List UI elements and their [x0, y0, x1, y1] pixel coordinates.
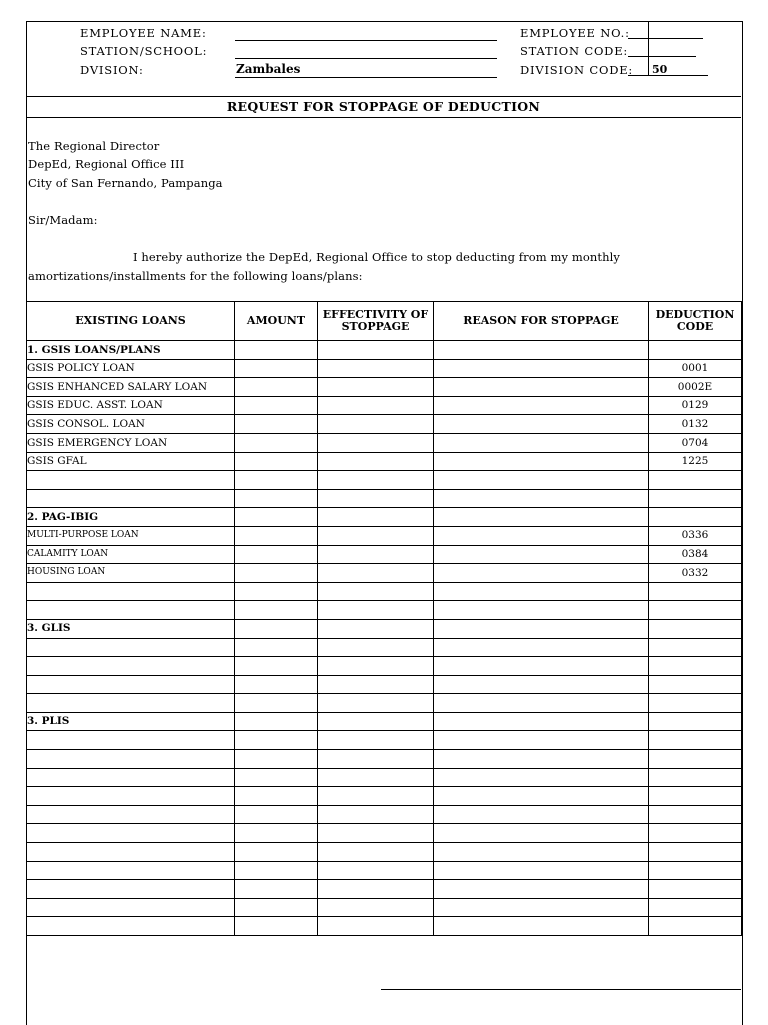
loan-name: GSIS EDUC. ASST. LOAN — [27, 396, 235, 415]
cell[interactable] — [434, 731, 649, 750]
section-pagibig: 2. PAG-IBIG — [27, 508, 235, 527]
empty-row — [27, 843, 742, 862]
cell[interactable] — [235, 787, 318, 806]
cell[interactable] — [649, 638, 742, 657]
cell[interactable] — [649, 880, 742, 899]
cell[interactable] — [318, 582, 434, 601]
empty-row — [27, 898, 742, 917]
cell[interactable] — [235, 861, 318, 880]
cell[interactable] — [649, 657, 742, 676]
amount-cell[interactable] — [235, 564, 318, 583]
amount-cell[interactable] — [235, 378, 318, 397]
cell[interactable] — [235, 917, 318, 936]
cell[interactable] — [434, 898, 649, 917]
amount-cell[interactable] — [235, 526, 318, 545]
cell[interactable] — [649, 694, 742, 713]
cell[interactable] — [434, 768, 649, 787]
table-row — [27, 415, 742, 434]
section-row — [27, 712, 742, 731]
cell[interactable] — [649, 582, 742, 601]
cell[interactable] — [649, 489, 742, 508]
cell[interactable] — [318, 750, 434, 769]
cell[interactable] — [434, 471, 649, 490]
empty-row — [27, 489, 742, 508]
cell[interactable] — [27, 657, 235, 676]
table-row — [27, 433, 742, 452]
cell[interactable] — [235, 619, 318, 638]
cell[interactable] — [434, 917, 649, 936]
cell[interactable] — [235, 471, 318, 490]
table-row — [27, 378, 742, 397]
effectivity-cell[interactable] — [318, 396, 434, 415]
cell[interactable] — [318, 843, 434, 862]
cell[interactable] — [318, 341, 434, 360]
cell[interactable] — [318, 508, 434, 527]
section-row — [27, 508, 742, 527]
cell[interactable] — [318, 861, 434, 880]
empty-row — [27, 768, 742, 787]
empty-row — [27, 917, 742, 936]
station-school-field[interactable] — [235, 58, 497, 59]
division-value: Zambales — [236, 62, 301, 76]
cell[interactable] — [318, 601, 434, 620]
cell[interactable] — [235, 712, 318, 731]
cell[interactable] — [27, 731, 235, 750]
effectivity-cell[interactable] — [318, 452, 434, 471]
empty-row — [27, 582, 742, 601]
cell[interactable] — [318, 787, 434, 806]
amount-cell[interactable] — [235, 359, 318, 378]
cell[interactable] — [235, 638, 318, 657]
reason-cell[interactable] — [434, 545, 649, 564]
effectivity-cell[interactable] — [318, 545, 434, 564]
cell[interactable] — [27, 861, 235, 880]
cell[interactable] — [434, 694, 649, 713]
cell[interactable] — [27, 787, 235, 806]
cell[interactable] — [434, 805, 649, 824]
table-header-row — [27, 302, 742, 341]
cell — [649, 508, 742, 527]
amount-cell[interactable] — [235, 415, 318, 434]
amount-cell[interactable] — [235, 433, 318, 452]
cell[interactable] — [649, 601, 742, 620]
cell[interactable] — [434, 824, 649, 843]
station-code-field[interactable] — [628, 56, 696, 57]
loan-name: GSIS POLICY LOAN — [27, 359, 235, 378]
cell[interactable] — [649, 843, 742, 862]
cell[interactable] — [434, 489, 649, 508]
addressee: The Regional Director — [28, 139, 160, 153]
cell[interactable] — [649, 768, 742, 787]
cell[interactable] — [235, 898, 318, 917]
station-school-label: STATION/SCHOOL: — [80, 44, 208, 58]
cell[interactable] — [649, 824, 742, 843]
letter-body-line2: amortizations/installments for the following loans/plans: — [28, 269, 363, 283]
loan-name: HOUSING LOAN — [27, 564, 235, 583]
cell[interactable] — [27, 880, 235, 899]
cell[interactable] — [27, 489, 235, 508]
effectivity-cell[interactable] — [318, 415, 434, 434]
employee-name-label: EMPLOYEE NAME: — [80, 26, 207, 40]
cell[interactable] — [27, 843, 235, 862]
empty-row — [27, 787, 742, 806]
cell[interactable] — [318, 824, 434, 843]
cell[interactable] — [649, 471, 742, 490]
effectivity-cell[interactable] — [318, 378, 434, 397]
table-row — [27, 359, 742, 378]
cell[interactable] — [318, 471, 434, 490]
cell[interactable] — [27, 805, 235, 824]
reason-cell[interactable] — [434, 378, 649, 397]
cell — [649, 341, 742, 360]
loan-name: GSIS EMERGENCY LOAN — [27, 433, 235, 452]
amount-cell[interactable] — [235, 452, 318, 471]
cell[interactable] — [235, 824, 318, 843]
reason-cell[interactable] — [434, 415, 649, 434]
empty-row — [27, 638, 742, 657]
cell[interactable] — [649, 731, 742, 750]
cell[interactable] — [235, 582, 318, 601]
section-gsis: 1. GSIS LOANS/PLANS — [27, 341, 235, 360]
deduction-code: 0132 — [649, 415, 742, 434]
deduction-code: 1225 — [649, 452, 742, 471]
cell[interactable] — [434, 638, 649, 657]
cell[interactable] — [318, 657, 434, 676]
cell[interactable] — [235, 805, 318, 824]
loan-name: MULTI-PURPOSE LOAN — [27, 526, 235, 545]
loan-name: GSIS ENHANCED SALARY LOAN — [27, 378, 235, 397]
amount-cell[interactable] — [235, 396, 318, 415]
table-row — [27, 564, 742, 583]
title-bar — [26, 96, 741, 118]
cell[interactable] — [27, 638, 235, 657]
deduction-code: 0332 — [649, 564, 742, 583]
cell[interactable] — [27, 824, 235, 843]
cell[interactable] — [434, 675, 649, 694]
cell — [649, 619, 742, 638]
effectivity-cell[interactable] — [318, 359, 434, 378]
cell[interactable] — [434, 712, 649, 731]
cell[interactable] — [434, 880, 649, 899]
cell[interactable] — [649, 898, 742, 917]
cell[interactable] — [27, 750, 235, 769]
deduction-code: 0129 — [649, 396, 742, 415]
cell[interactable] — [318, 805, 434, 824]
division-field[interactable] — [235, 77, 497, 78]
reason-cell[interactable] — [434, 564, 649, 583]
reason-cell[interactable] — [434, 526, 649, 545]
cell[interactable] — [649, 675, 742, 694]
deduction-code: 0001 — [649, 359, 742, 378]
section-glis: 3. GLIS — [27, 619, 235, 638]
letter-body-line1: I hereby authorize the DepEd, Regional Office to stop deducting from my monthly — [133, 250, 621, 264]
reason-cell[interactable] — [434, 433, 649, 452]
cell[interactable] — [434, 861, 649, 880]
cell[interactable] — [318, 880, 434, 899]
cell[interactable] — [27, 601, 235, 620]
amount-cell[interactable] — [235, 545, 318, 564]
station-code-label: STATION CODE: — [520, 44, 629, 58]
cell[interactable] — [318, 768, 434, 787]
cell[interactable] — [649, 861, 742, 880]
col-existing-loans: EXISTING LOANS — [27, 302, 235, 341]
cell[interactable] — [27, 898, 235, 917]
cell[interactable] — [235, 508, 318, 527]
reason-cell[interactable] — [434, 396, 649, 415]
col-amount: AMOUNT — [235, 302, 318, 341]
cell[interactable] — [318, 712, 434, 731]
cell[interactable] — [434, 619, 649, 638]
cell[interactable] — [318, 898, 434, 917]
section-plis: 3. PLIS — [27, 712, 235, 731]
loan-name: GSIS GFAL — [27, 452, 235, 471]
division-label: DVISION: — [80, 63, 144, 77]
cell[interactable] — [434, 750, 649, 769]
division-code-field[interactable] — [628, 75, 708, 76]
division-code-value: 50 — [652, 63, 668, 76]
signature-line[interactable] — [381, 989, 741, 990]
cell[interactable] — [649, 750, 742, 769]
cell[interactable] — [27, 694, 235, 713]
form-title: REQUEST FOR STOPPAGE OF DEDUCTION — [226, 99, 541, 114]
cell[interactable] — [434, 843, 649, 862]
cell[interactable] — [649, 917, 742, 936]
cell[interactable] — [27, 582, 235, 601]
effectivity-cell[interactable] — [318, 564, 434, 583]
reason-cell[interactable] — [434, 452, 649, 471]
table-row — [27, 526, 742, 545]
table-row — [27, 396, 742, 415]
empty-row — [27, 657, 742, 676]
cell[interactable] — [318, 619, 434, 638]
division-code-label: DIVISION CODE: — [520, 63, 634, 77]
cell[interactable] — [649, 787, 742, 806]
cell[interactable] — [235, 750, 318, 769]
loan-name: CALAMITY LOAN — [27, 545, 235, 564]
salutation: Sir/Madam: — [28, 213, 98, 227]
cell[interactable] — [434, 508, 649, 527]
office: DepEd, Regional Office III — [28, 157, 185, 171]
cell[interactable] — [434, 787, 649, 806]
section-row — [27, 619, 742, 638]
empty-row — [27, 675, 742, 694]
empty-row — [27, 601, 742, 620]
table-row — [27, 452, 742, 471]
empty-row — [27, 861, 742, 880]
cell[interactable] — [235, 657, 318, 676]
cell — [649, 712, 742, 731]
cell[interactable] — [434, 341, 649, 360]
col-effectivity: EFFECTIVITY OF STOPPAGE — [318, 302, 434, 341]
cell[interactable] — [235, 843, 318, 862]
code-box-divider — [648, 21, 649, 76]
cell[interactable] — [235, 694, 318, 713]
cell[interactable] — [235, 341, 318, 360]
effectivity-cell[interactable] — [318, 526, 434, 545]
empty-row — [27, 471, 742, 490]
cell[interactable] — [27, 471, 235, 490]
city: City of San Fernando, Pampanga — [28, 176, 223, 190]
cell[interactable] — [235, 601, 318, 620]
empty-row — [27, 880, 742, 899]
cell[interactable] — [235, 880, 318, 899]
cell[interactable] — [318, 638, 434, 657]
cell[interactable] — [318, 731, 434, 750]
effectivity-cell[interactable] — [318, 433, 434, 452]
deduction-code: 0336 — [649, 526, 742, 545]
cell[interactable] — [27, 768, 235, 787]
cell[interactable] — [318, 917, 434, 936]
loans-table — [26, 301, 742, 936]
section-row — [27, 341, 742, 360]
empty-row — [27, 805, 742, 824]
table-row — [27, 545, 742, 564]
deduction-code: 0704 — [649, 433, 742, 452]
cell[interactable] — [235, 731, 318, 750]
cell[interactable] — [434, 601, 649, 620]
employee-no-label: EMPLOYEE NO.: — [520, 26, 630, 40]
cell[interactable] — [318, 694, 434, 713]
cell[interactable] — [235, 768, 318, 787]
empty-row — [27, 750, 742, 769]
empty-row — [27, 731, 742, 750]
loan-name: GSIS CONSOL. LOAN — [27, 415, 235, 434]
cell[interactable] — [235, 675, 318, 694]
cell[interactable] — [649, 805, 742, 824]
employee-name-field[interactable] — [235, 40, 497, 41]
cell[interactable] — [318, 675, 434, 694]
cell[interactable] — [27, 917, 235, 936]
deduction-code: 0002E — [649, 378, 742, 397]
cell[interactable] — [27, 675, 235, 694]
col-reason: REASON FOR STOPPAGE — [434, 302, 649, 341]
col-deduction-code: DEDUCTION CODE — [649, 302, 742, 341]
cell[interactable] — [235, 489, 318, 508]
empty-row — [27, 824, 742, 843]
cell[interactable] — [318, 489, 434, 508]
empty-row — [27, 694, 742, 713]
cell[interactable] — [434, 582, 649, 601]
cell[interactable] — [434, 657, 649, 676]
deduction-code: 0384 — [649, 545, 742, 564]
reason-cell[interactable] — [434, 359, 649, 378]
employee-no-field[interactable] — [628, 38, 703, 39]
